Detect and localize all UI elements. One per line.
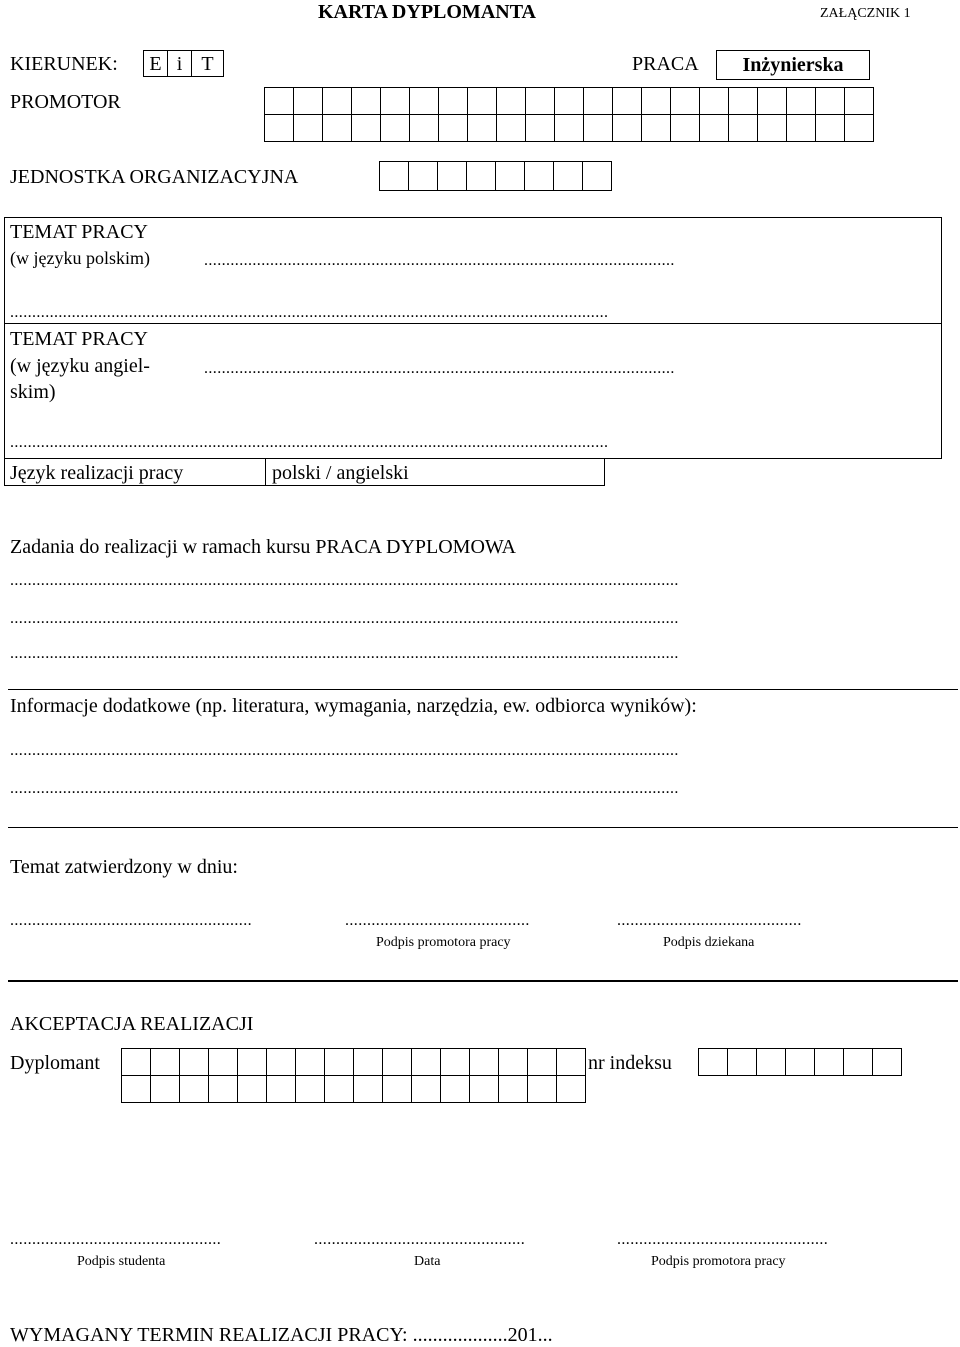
- promotor-name-cell[interactable]: [758, 115, 787, 142]
- dyplomant-name-cell[interactable]: [209, 1049, 238, 1076]
- student-signature-field[interactable]: ................................................: [10, 1231, 222, 1248]
- informacje-line[interactable]: ........................................................................................................................................................: [10, 742, 679, 759]
- promotor-name-cell[interactable]: [816, 115, 845, 142]
- dyplomant-name-cell[interactable]: [354, 1049, 383, 1076]
- indeks-digit-cell[interactable]: [844, 1049, 873, 1076]
- promotor-name-cell[interactable]: [584, 115, 613, 142]
- promotor-signature-caption: Podpis promotora pracy: [376, 935, 511, 950]
- dyplomant-name-cell[interactable]: [267, 1076, 296, 1103]
- indeks-digit-cell[interactable]: [699, 1049, 728, 1076]
- indeks-digit-cell[interactable]: [815, 1049, 844, 1076]
- jezyk-value[interactable]: polski / angielski: [272, 462, 409, 484]
- jednostka-code-cell[interactable]: [583, 162, 612, 191]
- jezyk-divider: [265, 458, 266, 486]
- dyplomant-name-cell[interactable]: [557, 1049, 586, 1076]
- dyplomant-name-cell[interactable]: [383, 1076, 412, 1103]
- kierunek-code-cell[interactable]: i: [168, 51, 192, 77]
- dyplomant-name-cell[interactable]: [151, 1049, 180, 1076]
- zatwierdzenie-label: Temat zatwierdzony w dniu:: [10, 856, 238, 878]
- temat-divider: [4, 323, 942, 324]
- dyplomant-name-cell[interactable]: [412, 1049, 441, 1076]
- promotor-name-cell[interactable]: [845, 88, 874, 115]
- promotor-name-cell[interactable]: [816, 88, 845, 115]
- kierunek-code-cell[interactable]: E: [144, 51, 168, 77]
- informacje-line[interactable]: ........................................................................................................................................................: [10, 780, 679, 797]
- promotor-label: PROMOTOR: [10, 91, 121, 113]
- section-divider: [8, 689, 958, 690]
- dyplomant-name-cell[interactable]: [296, 1076, 325, 1103]
- dyplomant-name-cell[interactable]: [499, 1049, 528, 1076]
- promotor-name-cell[interactable]: [265, 115, 294, 142]
- dyplomant-name-cell[interactable]: [122, 1049, 151, 1076]
- promotor-name-cell[interactable]: [671, 115, 700, 142]
- praca-label: PRACA: [632, 53, 699, 75]
- zadania-line[interactable]: ........................................................................................................................................................: [10, 572, 679, 589]
- promotor-name-cell[interactable]: [671, 88, 700, 115]
- kierunek-code-cell[interactable]: T: [192, 51, 224, 77]
- promotor-name-cell[interactable]: [265, 88, 294, 115]
- temat-en-sublabel-cont: skim): [10, 381, 56, 403]
- promotor-name-cell[interactable]: [700, 115, 729, 142]
- promotor-name-cell[interactable]: [323, 88, 352, 115]
- dyplomant-name-cell[interactable]: [238, 1049, 267, 1076]
- section-divider: [8, 980, 958, 982]
- promotor-name-cell[interactable]: [613, 115, 642, 142]
- student-signature-caption: Podpis studenta: [77, 1254, 166, 1269]
- jednostka-code-cell[interactable]: [380, 162, 409, 191]
- promotor-name-cell[interactable]: [700, 88, 729, 115]
- dyplomant-name-cell[interactable]: [122, 1076, 151, 1103]
- temat-pl-label: TEMAT PRACY: [10, 221, 148, 243]
- dyplomant-name-cell[interactable]: [528, 1049, 557, 1076]
- promotor-name-cell[interactable]: [787, 88, 816, 115]
- jednostka-code-cell[interactable]: [438, 162, 467, 191]
- promotor-name-cell[interactable]: [729, 88, 758, 115]
- dyplomant-label: Dyplomant: [10, 1052, 100, 1074]
- indeks-digit-cell[interactable]: [873, 1049, 902, 1076]
- temat-en-label: TEMAT PRACY: [10, 328, 148, 350]
- termin-line: [10, 1323, 553, 1347]
- promotor-name-cell[interactable]: [584, 88, 613, 115]
- promotor-name-cell[interactable]: [555, 115, 584, 142]
- dyplomant-name-cell[interactable]: [412, 1076, 441, 1103]
- jednostka-label: JEDNOSTKA ORGANIZACYJNA: [10, 166, 299, 188]
- promotor-name-cell[interactable]: [729, 115, 758, 142]
- dyplomant-name-cell[interactable]: [354, 1076, 383, 1103]
- termin-value[interactable]: ...................201...: [412, 1324, 553, 1346]
- promotor-name-cell[interactable]: [352, 88, 381, 115]
- dyplomant-name-cell[interactable]: [296, 1049, 325, 1076]
- promotor-name-cell[interactable]: [439, 115, 468, 142]
- dyplomant-name-cell[interactable]: [557, 1076, 586, 1103]
- promotor-name-cell[interactable]: [642, 115, 671, 142]
- promotor-name-cell[interactable]: [410, 88, 439, 115]
- date-caption: Data: [414, 1254, 441, 1269]
- kierunek-code-boxes[interactable]: [143, 50, 224, 77]
- promotor-name-cell[interactable]: [468, 88, 497, 115]
- temat-pl-input-line2[interactable]: ........................................................................................................................................: [10, 304, 609, 321]
- promotor-accept-signature-field[interactable]: ................................................: [617, 1231, 829, 1248]
- promotor-name-cell[interactable]: [323, 115, 352, 142]
- zadania-label: Zadania do realizacji w ramach kursu PRACA DYPLOMOWA: [10, 536, 516, 558]
- dyplomant-name-cell[interactable]: [325, 1076, 354, 1103]
- promotor-name-cell[interactable]: [613, 88, 642, 115]
- promotor-name-cell[interactable]: [526, 88, 555, 115]
- promotor-name-cell[interactable]: [381, 88, 410, 115]
- indeks-digit-cell[interactable]: [786, 1049, 815, 1076]
- promotor-name-cell[interactable]: [294, 115, 323, 142]
- dziekan-signature-caption: Podpis dziekana: [663, 935, 755, 950]
- promotor-name-cell[interactable]: [381, 115, 410, 142]
- informacje-label: Informacje dodatkowe (np. literatura, wymagania, narzędzia, ew. odbiorca wyników):: [10, 695, 697, 717]
- promotor-name-cell[interactable]: [642, 88, 671, 115]
- dyplomant-name-cell[interactable]: [238, 1076, 267, 1103]
- termin-label: WYMAGANY TERMIN REALIZACJI PRACY:: [10, 1324, 413, 1346]
- temat-en-input[interactable]: ...........................................................................................................: [204, 360, 675, 377]
- temat-pl-input[interactable]: ...........................................................................................................: [204, 252, 675, 269]
- dyplomant-name-cell[interactable]: [267, 1049, 296, 1076]
- promotor-name-cell[interactable]: [497, 88, 526, 115]
- dyplomant-name-cell[interactable]: [528, 1076, 557, 1103]
- zadania-line[interactable]: ........................................................................................................................................................: [10, 610, 679, 627]
- indeks-digit-cell[interactable]: [728, 1049, 757, 1076]
- jednostka-code-cell[interactable]: [525, 162, 554, 191]
- indeks-digit-cell[interactable]: [757, 1049, 786, 1076]
- jednostka-code-cell[interactable]: [496, 162, 525, 191]
- promotor-name-cell[interactable]: [352, 115, 381, 142]
- dyplomant-name-grid[interactable]: [121, 1048, 586, 1103]
- promotor-accept-signature-caption: Podpis promotora pracy: [651, 1254, 786, 1269]
- promotor-name-cell[interactable]: [526, 115, 555, 142]
- date-field[interactable]: ................................................: [314, 1231, 526, 1248]
- indeks-grid[interactable]: [698, 1048, 902, 1076]
- promotor-name-cell[interactable]: [294, 88, 323, 115]
- section-divider: [8, 827, 958, 828]
- kierunek-label: KIERUNEK:: [10, 53, 118, 75]
- jednostka-code-cell[interactable]: [554, 162, 583, 191]
- temat-pl-sublabel: (w języku polskim): [10, 248, 150, 268]
- praca-type-field[interactable]: Inżynierska: [716, 50, 870, 80]
- dyplomant-name-cell[interactable]: [180, 1049, 209, 1076]
- dyplomant-name-cell[interactable]: [151, 1076, 180, 1103]
- promotor-name-cell[interactable]: [439, 88, 468, 115]
- promotor-name-cell[interactable]: [555, 88, 584, 115]
- dyplomant-name-cell[interactable]: [209, 1076, 238, 1103]
- promotor-name-cell[interactable]: [758, 88, 787, 115]
- dyplomant-name-cell[interactable]: [470, 1049, 499, 1076]
- promotor-name-cell[interactable]: [787, 115, 816, 142]
- promotor-name-grid[interactable]: [264, 87, 874, 142]
- dyplomant-name-cell[interactable]: [383, 1049, 412, 1076]
- jednostka-code-cell[interactable]: [467, 162, 496, 191]
- jednostka-code-grid[interactable]: [379, 161, 612, 191]
- indeks-label: nr indeksu: [588, 1052, 672, 1074]
- promotor-signature-field[interactable]: ..........................................: [345, 912, 530, 929]
- form-title: KARTA DYPLOMANTA: [318, 1, 536, 23]
- dyplomant-name-cell[interactable]: [470, 1076, 499, 1103]
- dyplomant-name-cell[interactable]: [499, 1076, 528, 1103]
- dyplomant-name-cell[interactable]: [180, 1076, 209, 1103]
- akceptacja-title: AKCEPTACJA REALIZACJI: [10, 1013, 254, 1035]
- temat-en-input-line2[interactable]: ........................................................................................................................................: [10, 434, 609, 451]
- promotor-name-cell[interactable]: [497, 115, 526, 142]
- jednostka-code-cell[interactable]: [409, 162, 438, 191]
- dyplomant-name-cell[interactable]: [441, 1076, 470, 1103]
- jezyk-label: Język realizacji pracy: [10, 462, 184, 484]
- zadania-line[interactable]: ........................................................................................................................................................: [10, 645, 679, 662]
- zatwierdzenie-date-field[interactable]: .......................................................: [10, 912, 252, 929]
- dyplomant-name-cell[interactable]: [325, 1049, 354, 1076]
- promotor-name-cell[interactable]: [410, 115, 439, 142]
- promotor-name-cell[interactable]: [845, 115, 874, 142]
- dziekan-signature-field[interactable]: ..........................................: [617, 912, 802, 929]
- appendix-label: ZAŁĄCZNIK 1: [820, 6, 911, 21]
- dyplomant-name-cell[interactable]: [441, 1049, 470, 1076]
- promotor-name-cell[interactable]: [468, 115, 497, 142]
- temat-en-sublabel: (w języku angiel-: [10, 355, 150, 377]
